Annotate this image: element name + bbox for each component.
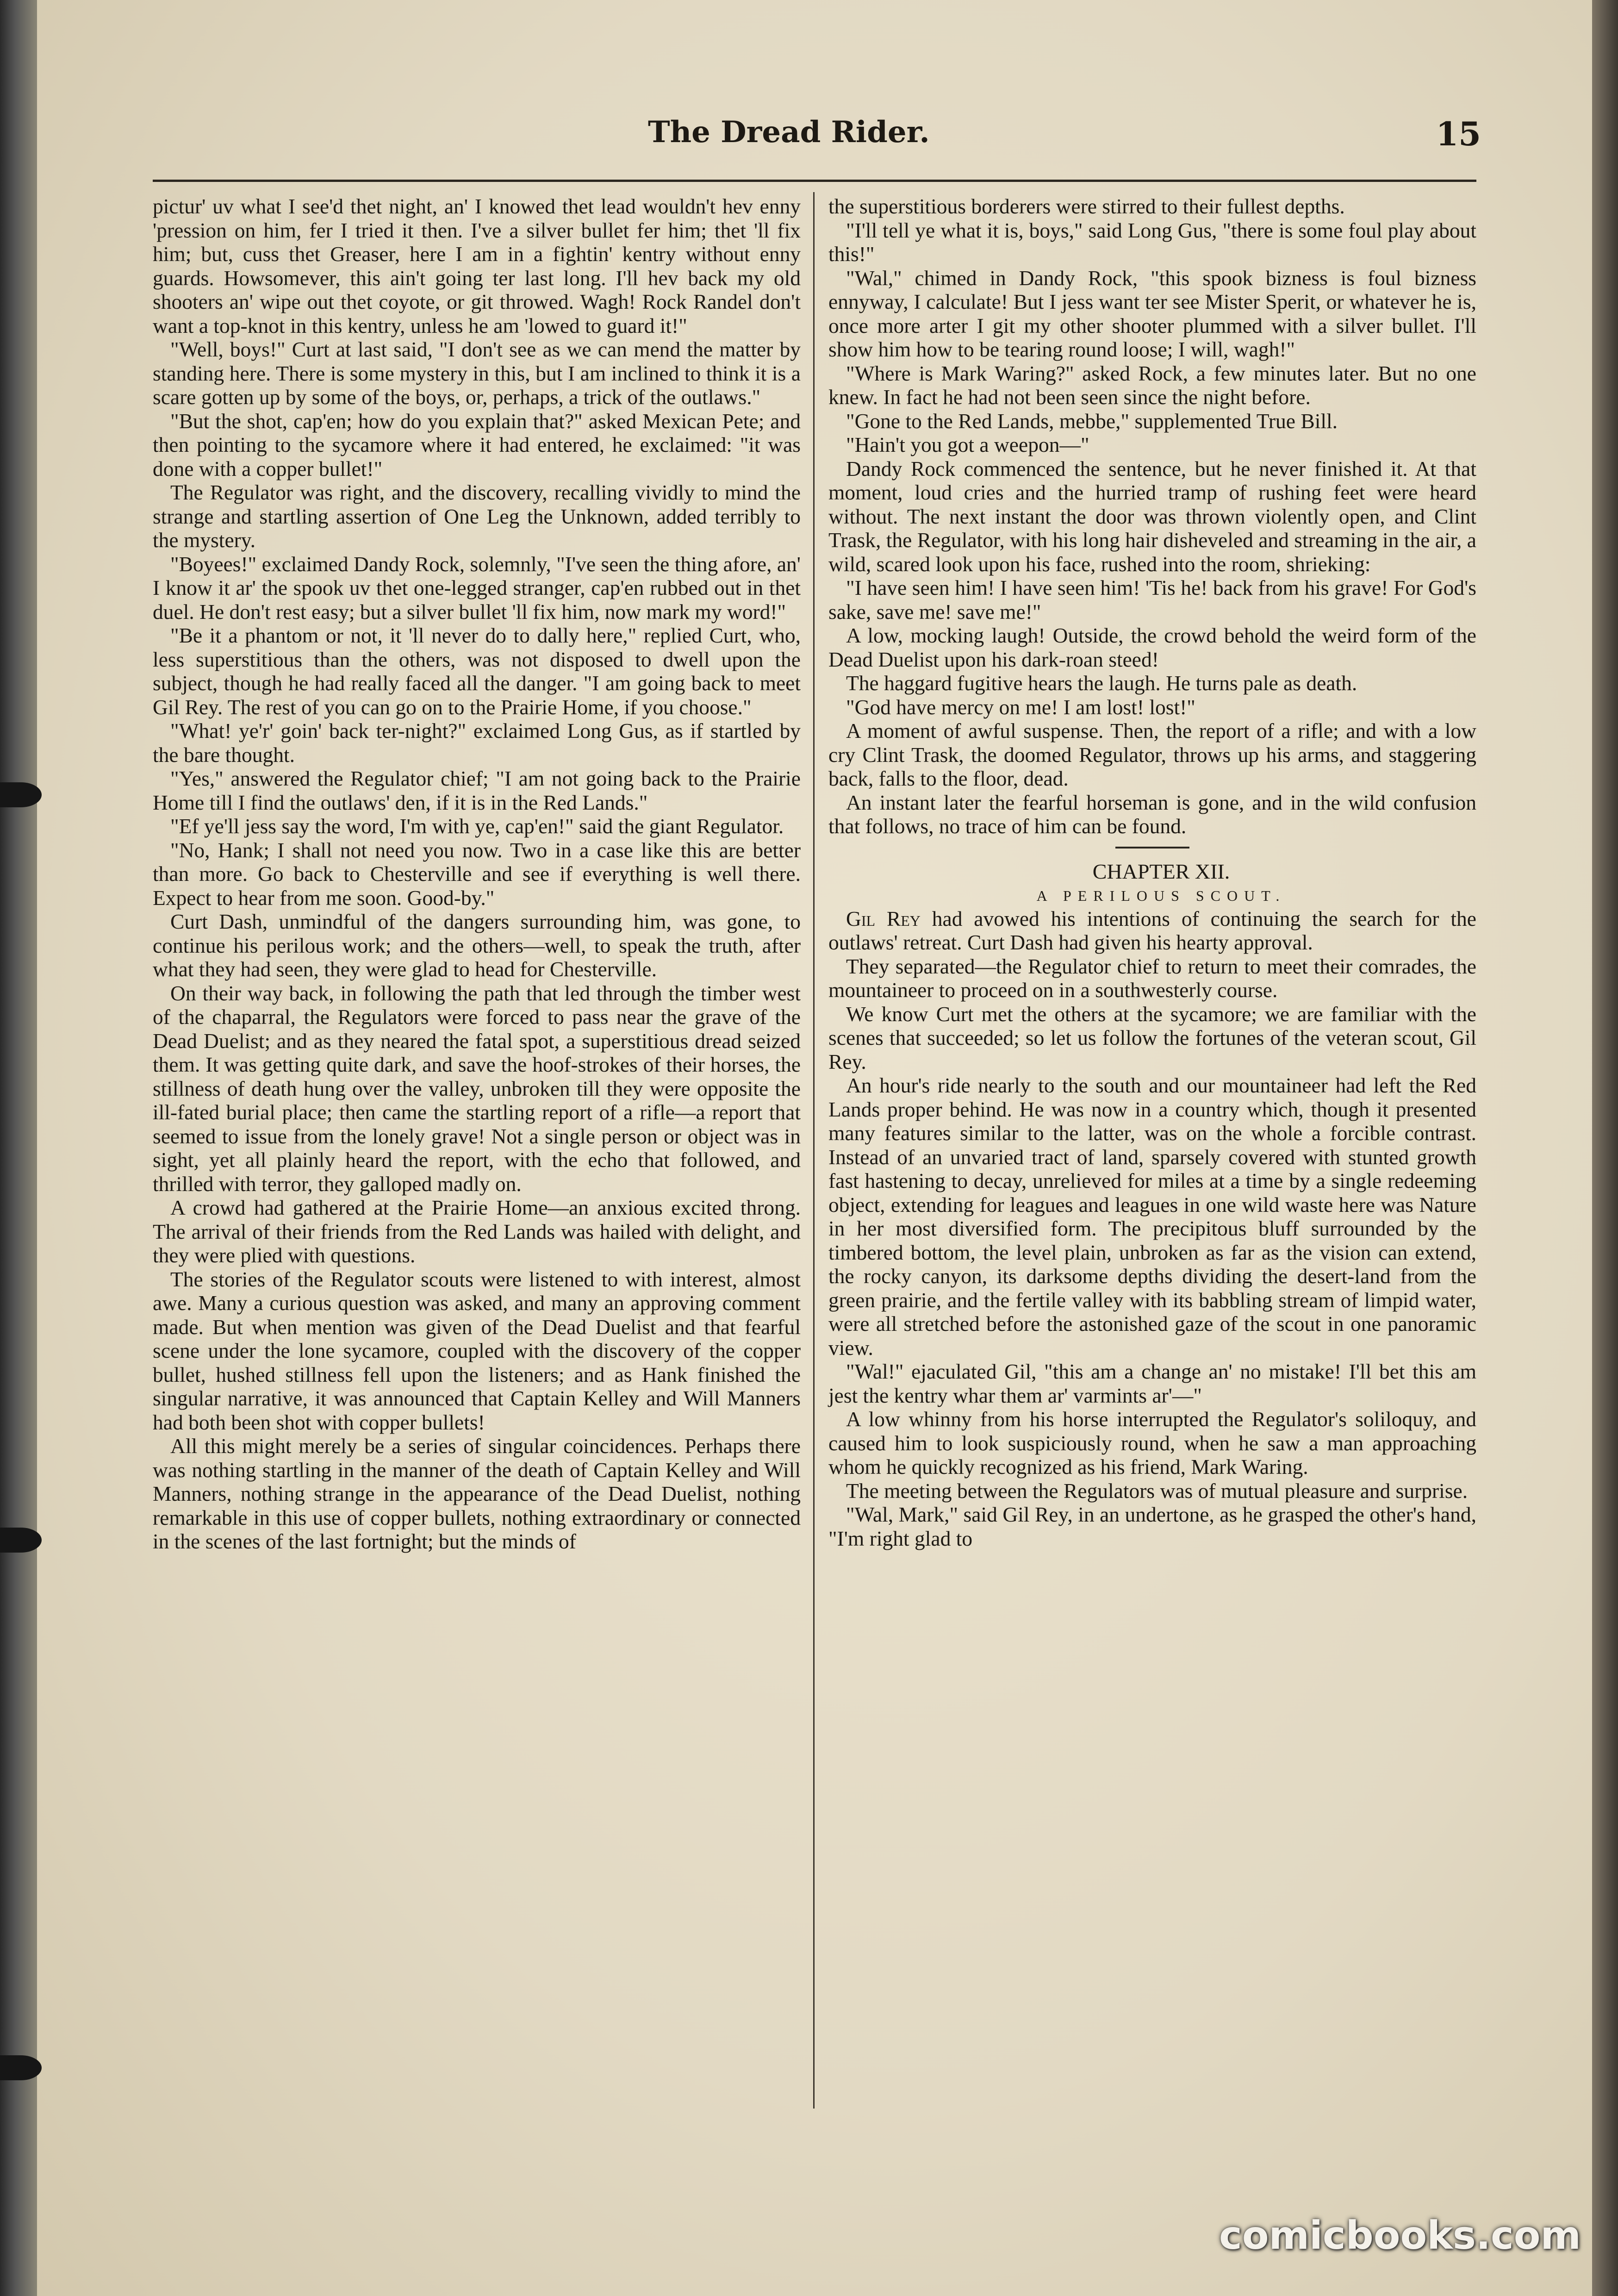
body-paragraph: "I'll tell ye what it is, boys," said Long Gus, "there is some foul play about this!" [828, 218, 1476, 266]
section-separator [1115, 847, 1189, 849]
body-paragraph: "Wal!" ejaculated Gil, "this am a change an' no mistake! I'll bet this am jest the kentry whar them ar' varmints ar'—" [828, 1360, 1476, 1407]
body-paragraph: They separated—the Regulator chief to return to meet their comrades, the mountaineer to proceed on in a southwesterly course. [828, 954, 1476, 1002]
body-paragraph: "Ef ye'll jess say the word, I'm with ye, cap'en!" said the giant Regulator. [170, 814, 784, 838]
body-paragraph: "What! ye'r' goin' back ter-night?" exclaimed Long Gus, as if startled by the bare thought. [153, 719, 801, 767]
right-column-text-after [828, 955, 1476, 1551]
left-column [153, 194, 801, 1554]
body-paragraph: "I have seen him! I have seen him! 'Tis he! back from his grave! For God's sake, save me! save me!" [828, 576, 1476, 624]
body-paragraph: The stories of the Regulator scouts were listened to with interest, almost awe. Many a curious question was asked, and many an approving comment made. But when mention was given of the Dead Duelist and that fearful scene under the lone sycamore, coupled with the discovery of the copper bullet, hushed stillness fell upon the listeners; and as Hank finished the singular narrative, it was announced that Captain Kelley and Will Manners had both been shot with copper bullets! [153, 1267, 801, 1434]
body-paragraph: pictur' uv what I see'd thet night, an' I knowed thet lead wouldn't hev enny 'pression on him, fer I tried it then. I've a silver bullet fer him; thet 'll fix him; but, cuss thet Greaser, here I am in a fightin' kentry without enny guards. Howsomever, this ain't going ter last long. I'll hev back my old shooters an' wipe out thet coyote, or git throwed. Wagh! Rock Randel don't want a top-knot in this kentry, unless he am 'lowed to guard it!" [153, 194, 801, 337]
body-paragraph: "Yes," answered the Regulator chief; "I am not going back to the Prairie Home till I find the outlaws' den, if it is in the Red Lands." [153, 767, 801, 814]
body-paragraph: "Well, boys!" Curt at last said, "I don't see as we can mend the matter by standing here. There is some mystery in this, but I am inclined to think it is a scare gotten up by some of the boys, or, perhaps, a trick of the outlaws." [153, 337, 801, 409]
binding-hole [0, 782, 42, 807]
body-paragraph: The meeting between the Regulators was of mutual pleasure and surprise. [846, 1479, 1468, 1503]
body-paragraph: On their way back, in following the path that led through the timber west of the chaparral, the Regulators were forced to pass near the grave of the Dead Duelist; and as they neared the fatal spot, a superstitious dread seized them. It was getting quite dark, and save the hoof-strokes of their horses, the stillness of death hung over the valley, unbroken till they were opposite the ill-fated burial place; then came the startling report of a rifle—a report that seemed to issue from the lonely grave! Not a single person or object was in sight, yet all plainly heard the report, with the echo that followed, and thrilled with terror, they galloped madly on. [153, 981, 801, 1196]
body-paragraph: "But the shot, cap'en; how do you explain that?" asked Mexican Pete; and then pointing to the sycamore where it had entered, he exclaimed: "it was done with a copper bullet!" [153, 409, 801, 480]
watermark: comicbooks.com [1219, 2213, 1581, 2258]
column-divider [813, 192, 815, 2109]
binding-hole [0, 1528, 42, 1553]
body-paragraph: "Gone to the Red Lands, mebbe," supplemented True Bill. [846, 409, 1338, 433]
header-rule [153, 180, 1476, 182]
running-title: The Dread Rider. [648, 115, 930, 150]
binding-hole [0, 2055, 42, 2080]
page-edge [1592, 0, 1618, 2296]
chapter-number: CHAPTER XII. [1092, 859, 1230, 883]
right-column-text-before [828, 194, 1476, 838]
body-paragraph: "Hain't you got a weepon—" [846, 433, 1089, 456]
body-paragraph: An hour's ride nearly to the south and our mountaineer had left the Red Lands proper behind. He was now in a country which, though it presented many features similar to the latter, was on the whole a forcible contrast. Instead of an unvaried tract of land, sparsely covered with stunted growth fast hastening to decay, unrelieved for miles at a time by a single redeeming object, extending for leagues and leagues in one wild waste here was Nature in her most diversified form. The precipitous bluff surrounded by the timbered bottom, the level plain, unbroken as far as the vision can extend, the rocky canyon, its darksome depths dividing the desert-land from the green prairie, and the fertile valley with its babbling stream of limpid water, were all stretched before the astonished gaze of the scout in one panoramic view. [828, 1073, 1476, 1360]
page-number: 15 [1436, 115, 1481, 153]
body-paragraph: "Where is Mark Waring?" asked Rock, a few minutes later. But no one knew. In fact he had not been seen since the night before. [828, 361, 1476, 409]
running-header [648, 115, 1481, 166]
body-paragraph: Dandy Rock commenced the sentence, but he never finished it. At that moment, loud cries and the hurried tramp of rushing feet were heard without. The next instant the door was thrown violently open, and Clint Trask, the Regulator, with his long hair disheveled and streaming in the air, a wild, scared look upon his face, rushed into the room, shrieking: [828, 456, 1476, 576]
body-paragraph: "God have mercy on me! I am lost! lost!" [846, 695, 1195, 719]
body-paragraph: The Regulator was right, and the discovery, recalling vividly to mind the strange and startling assertion of One Leg the Unknown, added terribly to the mystery. [153, 480, 801, 552]
chapter-first-paragraph [828, 907, 1476, 955]
body-paragraph: the superstitious borderers were stirred to their fullest depths. [828, 194, 1345, 218]
body-paragraph: A low, mocking laugh! Outside, the crowd behold the weird form of the Dead Duelist upon his dark-roan steed! [828, 624, 1476, 671]
right-column [828, 194, 1476, 1550]
body-paragraph: An instant later the fearful horseman is gone, and in the wild confusion that follows, no trace of him can be found. [828, 790, 1476, 838]
body-paragraph: "Be it a phantom or not, it 'll never do to dally here," replied Curt, who, less superstitious than the others, was not disposed to dwell upon the subject, though he had really faced all the danger. "I am going back to meet Gil Rey. The rest of you can go on to the Prairie Home, if you choose." [153, 624, 801, 719]
chapter-title: A PERILOUS SCOUT. [1036, 887, 1286, 904]
chapter-first-paragraph-text: had avowed his intentions of continuing the search for the outlaws' retreat. Curt Dash had given his hearty approval. [828, 906, 1476, 954]
body-paragraph: A moment of awful suspense. Then, the report of a rifle; and with a low cry Clint Trask, the doomed Regulator, throws up his arms, and staggering back, falls to the floor, dead. [828, 719, 1476, 790]
body-paragraph: A crowd had gathered at the Prairie Home—an anxious excited throng. The arrival of their friends from the Red Lands was hailed with delight, and they were plied with questions. [153, 1196, 801, 1267]
body-paragraph: "Wal," chimed in Dandy Rock, "this spook bizness is foul bizness ennyway, I calculate! But I jess want ter see Mister Sperit, or whatever he is, once more arter I git my other shooter plummed with a silver bullet. I'll show him how to be tearing round loose; I will, wagh!" [828, 266, 1476, 361]
body-paragraph: All this might merely be a series of singular coincidences. Perhaps there was nothing startling in the manner of the death of Captain Kelley and Will Manners, nothing strange in the appearance of the Dead Duelist, nothing remarkable in this use of copper bullets, nothing extraordinary or connected in the scenes of the last fortnight; but the minds of [153, 1434, 801, 1553]
chapter-lead-words: Gil Rey [846, 906, 921, 930]
body-paragraph: Curt Dash, unmindful of the dangers surrounding him, was gone, to continue his perilous work; and the others—well, to speak the truth, after what they had seen, they were glad to head for Chesterville. [153, 910, 801, 981]
binding-spine [0, 0, 37, 2296]
body-paragraph: "No, Hank; I shall not need you now. Two in a case like this are better than more. Go back to Chesterville and see if everything is well there. Expect to hear from me soon. Good-by." [153, 838, 801, 910]
body-paragraph: "Wal, Mark," said Gil Rey, in an undertone, as he grasped the other's hand, "I'm right glad to [828, 1503, 1476, 1550]
body-paragraph: "Boyees!" exclaimed Dandy Rock, solemnly, "I've seen the thing afore, an' I know it ar' the spook uv thet one-legged stranger, cap'en rubbed out in thet duel. He don't rest easy; but a silver bullet 'll fix him, now mark my word!" [153, 552, 801, 624]
body-paragraph: We know Curt met the others at the sycamore; we are familiar with the scenes that succeeded; so let us follow the fortunes of the veteran scout, Gil Rey. [828, 1002, 1476, 1073]
body-paragraph: The haggard fugitive hears the laugh. He turns pale as death. [846, 671, 1357, 695]
body-paragraph: A low whinny from his horse interrupted the Regulator's soliloquy, and caused him to look suspiciously round, when he saw a man approaching whom he quickly recognized as his friend, Mark Waring. [828, 1407, 1476, 1479]
